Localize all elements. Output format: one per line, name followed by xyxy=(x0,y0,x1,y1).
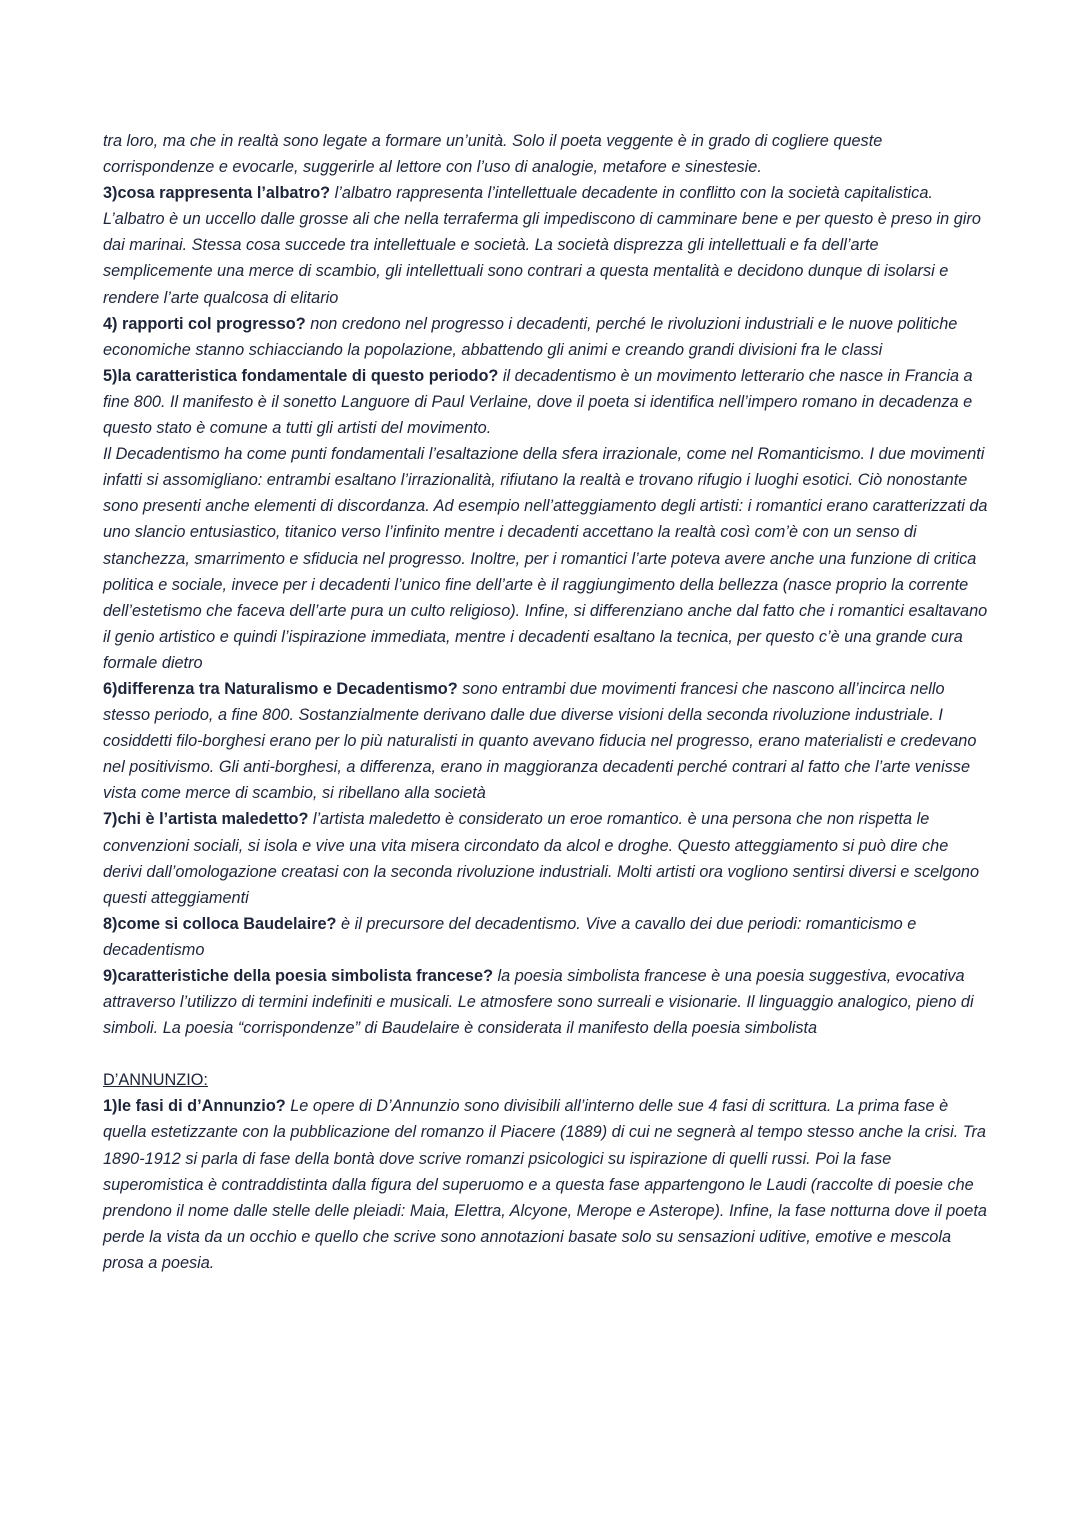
section-heading-dannunzio: D’ANNUNZIO: xyxy=(103,1071,208,1090)
answer-9: la poesia simbolista francese è una poesia suggestiva, evocativa attraverso l’utilizzo di termini indefiniti e musicali. Le atmosfere sono surreali e visionarie. Il linguaggio analogico, pieno di simboli. La poesia “corrispondenze” di Baudelaire è considerata il manifesto della poesia simbolista xyxy=(103,967,974,1038)
question-dannunzio-1: 1)le fasi di d’Annunzio? xyxy=(103,1097,286,1116)
question-4: 4) rapporti col progresso? xyxy=(103,314,306,333)
answer-5: il decadentismo è un movimento letterario che nasce in Francia a fine 800. Il manifesto è il sonetto Languore di Paul Verlaine, dove il poeta si identifica nell’impero romano in decadenza e questo stato è comune a tutti gli artisti del movimento. xyxy=(103,366,973,438)
answer-7: l’artista maledetto è considerato un eroe romantico. è una persona che non rispetta le convenzioni sociali, si isola e vive una vita misera circondato da alcol e droghe. Questo atteggiamento si può dire che derivi dall’omologazione creatasi con la seconda rivoluzione industriali. Molti artisti ora vogliono sentirsi diversi e scelgono questi atteggiamenti xyxy=(103,810,980,907)
answer-5-continued: Il Decadentismo ha come punti fondamentali l’esaltazione della sfera irrazionale, come nel Romanticismo. I due movimenti infatti si assomigliano: entrambi esaltano l’irrazionalità, rifiutano la realtà e trovano rifugio i luoghi esotici. Ciò nonostante sono presenti anche elementi di discordanza. Ad esempio nell’atteggiamento degli artisti: i romantici erano caratterizzati da uno slancio entusiastico, titanico verso l’infinito mentre i decadenti accettano la realtà così com’è con un senso di stanchezza, smarrimento e sfiducia nel progresso. Inoltre, per i romantici l’arte poteva avere anche una funzione di critica politica e sociale, invece per i decadenti l’unico fine dell’arte è il raggiungimento della bellezza (nasce proprio la corrente dell’estetismo che faceva dell’arte pura un culto religioso). Infine, si differenziano anche dal fatto che i romantici esaltavano il genio artistico e quindi l’ispirazione immediata, mentre i decadenti esaltano la tecnica, per questo c’è una grande cura formale dietro xyxy=(103,445,988,672)
qa-item-4 xyxy=(103,311,988,363)
answer-3: l’albatro rappresenta l’intellettuale decadente in conflitto con la società capitalistica. L’albatro è un uccello dalle grosse ali che nella terraferma gli impediscono di camminare bene e per questo è preso in giro dai marinai. Stessa cosa succede tra intellettuale e società. La società disprezza gli intellettuali e fa dell’arte semplicemente una merce di scambio, gli intellettuali sono contrari a questa mentalità e decidono dunque di isolarsi e rendere l’arte qualcosa di elitario xyxy=(103,184,981,307)
question-5: 5)la caratteristica fondamentale di questo periodo? xyxy=(103,366,499,385)
qa-item-9 xyxy=(103,963,988,1041)
question-3: 3)cosa rappresenta l’albatro? xyxy=(103,184,331,203)
answer-8: è il precursore del decadentismo. Vive a cavallo dei due periodi: romanticismo e decadentismo xyxy=(103,914,917,959)
qa-item-8 xyxy=(103,911,988,963)
question-8: 8)come si colloca Baudelaire? xyxy=(103,914,337,933)
answer-dannunzio-1: Le opere di D’Annunzio sono divisibili all’interno delle sue 4 fasi di scrittura. La prima fase è quella estetizzante con la pubblicazione del romanzo il Piacere (1889) di cui ne segnerà al tempo stesso anche la crisi. Tra 1890-1912 si parla di fase della bontà dove scrive romanzi psicologici su ispirazione di quelli russi. Poi la fase superomistica è contraddistinta dalla figura del superuomo e a questa fase appartengono le Laudi (raccolte di poesie che prendono il nome dalle stelle delle pleiadi: Maia, Elettra, Alcyone, Merope e Asterope). Infine, la fase notturna dove il poeta perde la vista da un occhio e quello che scrive sono annotazioni basate solo su sensazioni uditive, emotive e mescola prosa a poesia. xyxy=(103,1097,987,1272)
notes-page xyxy=(103,128,988,1276)
qa-item-3 xyxy=(103,180,988,310)
qa-item-5 xyxy=(103,363,988,441)
qa-item-6 xyxy=(103,676,988,806)
question-7: 7)chi è l’artista maledetto? xyxy=(103,810,309,829)
qa-item-7 xyxy=(103,806,988,910)
qa-item-dannunzio-1 xyxy=(103,1093,988,1276)
answer-4: non credono nel progresso i decadenti, perché le rivoluzioni industriali e le nuove politiche economiche stanno schiacciando la popolazione, abbattendo gli animi e creando grandi divisioni fra le classi xyxy=(103,314,958,359)
question-6: 6)differenza tra Naturalismo e Decadentismo? xyxy=(103,679,458,698)
answer-6: sono entrambi due movimenti francesi che nascono all’incirca nello stesso periodo, a fine 800. Sostanzialmente derivano dalle due diverse visioni della seconda rivoluzione industriale. I cosiddetti filo-borghesi erano per lo più naturalisti in quanto avevano fiducia nel progresso, erano materialisti e credevano nel positivismo. Gli anti-borghesi, a differenza, erano in maggioranza decadenti perché contrari al fatto che l’arte venisse vista come merce di scambio, si ribellano alla società xyxy=(103,679,977,803)
intro-paragraph: tra loro, ma che in realtà sono legate a formare un’unità. Solo il poeta veggente è in grado di cogliere queste corrispondenze e evocarle, suggerirle al lettore con l’uso di analogie, metafore e sinestesie. xyxy=(103,132,883,177)
question-9: 9)caratteristiche della poesia simbolista francese? xyxy=(103,967,494,985)
